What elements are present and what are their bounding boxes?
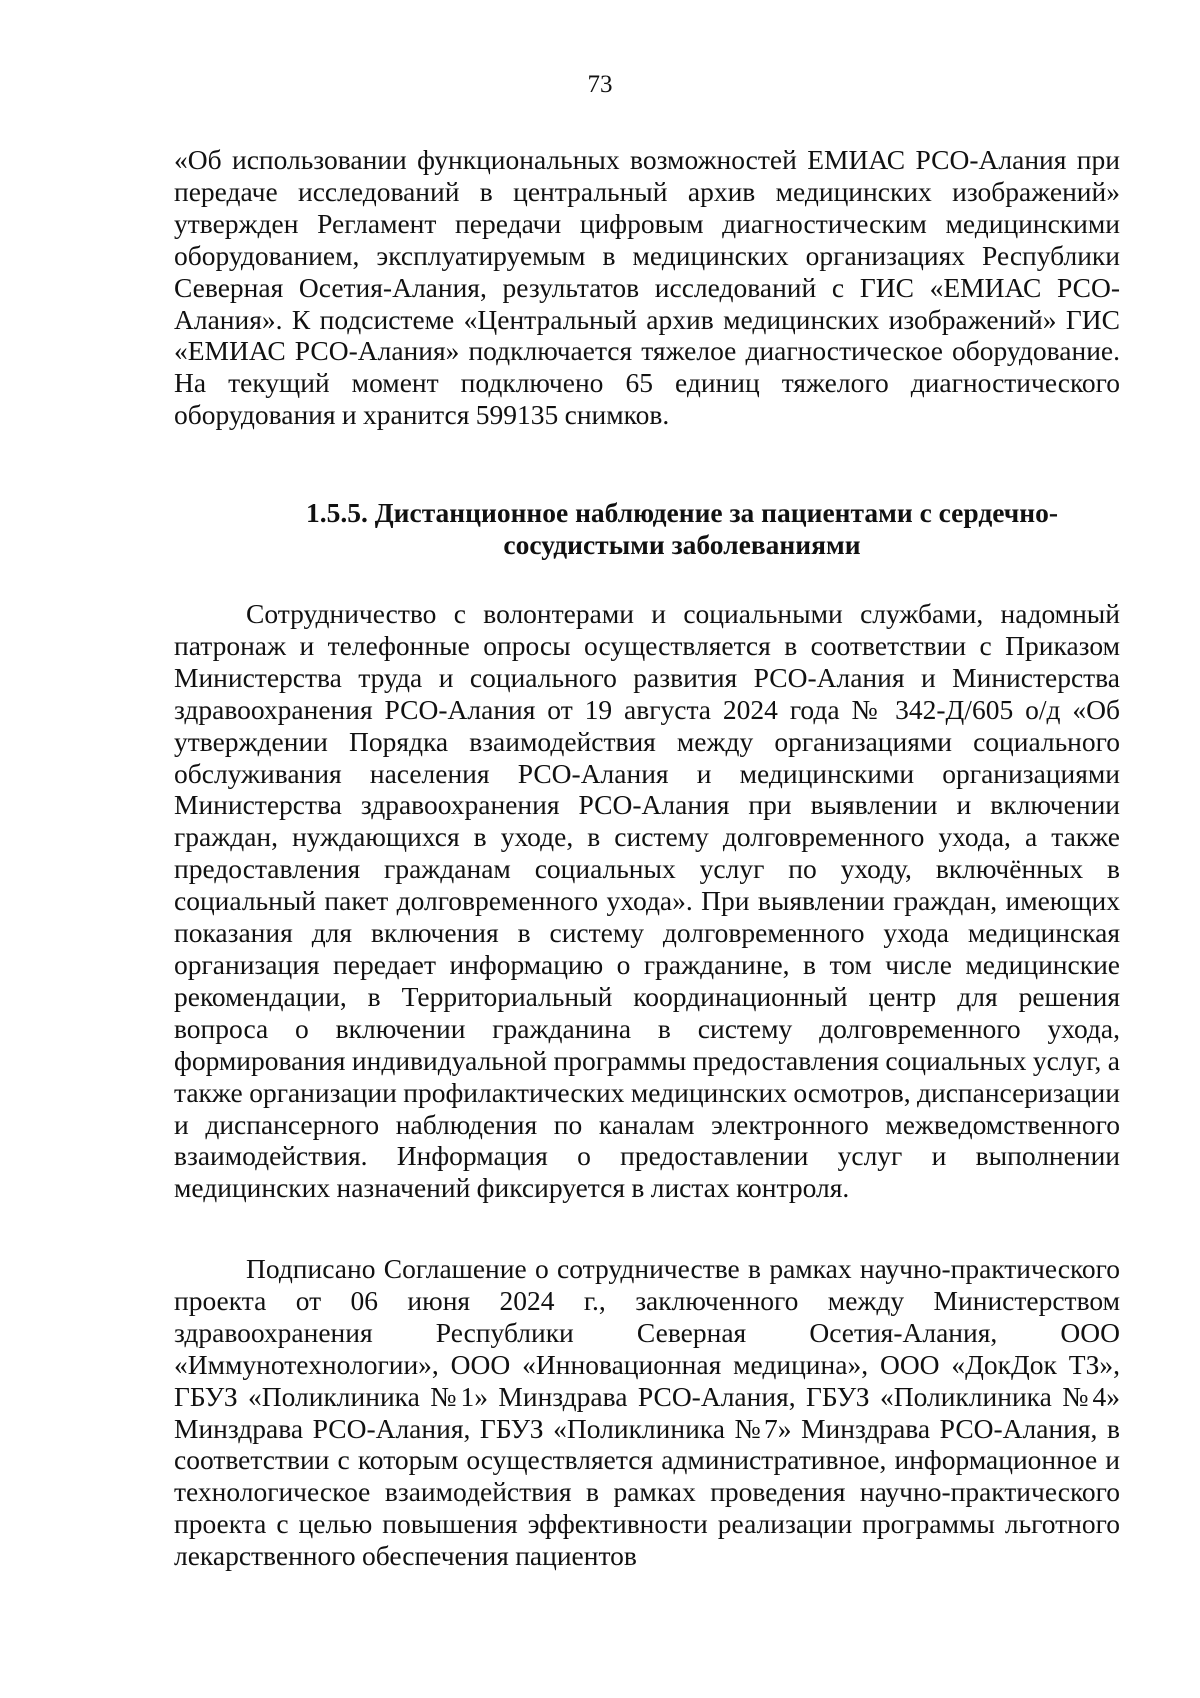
section-heading-line-2: сосудистыми заболеваниями [503,529,861,560]
page-number: 73 [587,71,613,98]
section-heading-line-1: 1.5.5. Дистанционное наблюдение за пациентами с сердечно- [305,497,1059,528]
intro-paragraph: «Об использовании функциональных возможностей ЕМИАС РСО-Алания при передаче исследований в центральный архив медицинских изображений» утвержден Регламент передачи цифровым диагностическим медицинскими оборудованием, эксплуатируемым в медицинских организациях Республики Северная Осетия-Алания, результатов исследований с ГИС «ЕМИАС РСО-Алания». К подсистеме «Центральный архив медицинских изображений» ГИС «ЕМИАС РСО-Алания» подключается тяжелое диагностическое оборудование. На текущий момент подключено 65 единиц тяжелого диагностического оборудования и хранится 599135 снимков. [174,144,1120,431]
section-heading [174,497,1120,561]
paragraph-agreement: Подписано Соглашение о сотрудничестве в рамках научно-практического проекта от 06 июня 2024 г., заключенного между Министерством здравоохранения Республики Северная Осетия-Алания, ООО «Иммунотехнологии», ООО «Инновационная медицина», ООО «ДокДок ТЗ», ГБУЗ «Поликлиника №1» Минздрава РСО-Алания, ГБУЗ «Поликлиника №4» Минздрава РСО-Алания, ГБУЗ «Поликлиника №7» Минздрава РСО-Алания, в соответствии с которым осуществляется административное, информационное и технологическое взаимодействия в рамках проведения научно-практического проекта с целью повышения эффективности реализации программы льготного лекарственного обеспечения пациентов [174,1253,1120,1572]
paragraph-volunteers: Сотрудничество с волонтерами и социальными службами, надомный патронаж и телефонные опросы осуществляется в соответствии с Приказом Министерства труда и социального развития РСО-Алания и Министерства здравоохранения РСО-Алания от 19 августа 2024 года № 342-Д/605 о/д «Об утверждении Порядка взаимодействия между организациями социального обслуживания населения РСО-Алания и медицинскими организациями Министерства здравоохранения РСО-Алания при выявлении и включении граждан, нуждающихся в уходе, в систему долговременного ухода, а также предоставления гражданам социальных услуг по уходу, включённых в социальный пакет долговременного ухода». При выявлении граждан, имеющих показания для включения в систему долговременного ухода медицинская организация передает информацию о гражданине, в том числе медицинские рекомендации, в Территориальный координационный центр для решения вопроса о включении гражданина в систему долговременного ухода, формирования индивидуальной программы предоставления социальных услуг, а также организации профилактических медицинских осмотров, диспансеризации и диспансерного наблюдения по каналам электронного межведомственного взаимодействия. Информация о предоставлении услуг и выполнении медицинских назначений фиксируется в листах контроля. [174,598,1120,1204]
